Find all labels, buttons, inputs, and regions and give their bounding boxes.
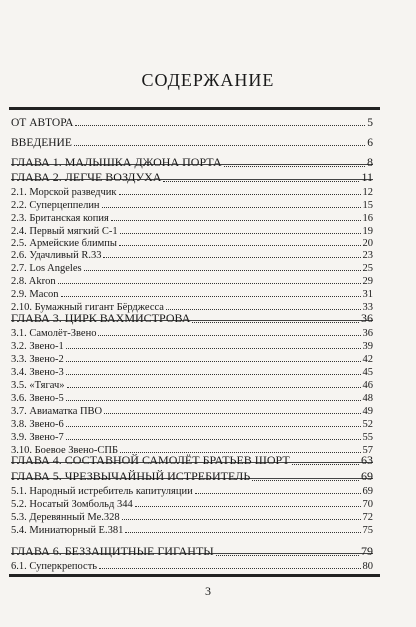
toc-entry-page: 12 — [362, 187, 373, 198]
toc-entry-label: 2.1. Морской разведчик — [11, 187, 117, 198]
toc-chapter-entry — [11, 470, 373, 484]
dot-leader — [224, 166, 365, 167]
top-rule — [9, 107, 380, 110]
toc-entry-page: 23 — [362, 250, 373, 261]
dot-leader — [67, 387, 361, 388]
toc-entry-page: 11 — [361, 170, 373, 184]
toc-entry-page: 19 — [362, 226, 373, 237]
toc-entry-page: 6 — [367, 137, 373, 149]
toc-section-entry — [11, 390, 373, 404]
toc-entry-page: 55 — [362, 432, 373, 443]
toc-entry-page: 80 — [362, 561, 373, 572]
toc-entry-label: 2.2. Суперцеппелин — [11, 200, 100, 211]
toc-entry-label: 3.3. Звено-2 — [11, 354, 64, 365]
dot-leader — [66, 374, 361, 375]
dot-leader — [119, 245, 361, 246]
toc-entry-label: 5.4. Миниатюрный Е.381 — [11, 525, 124, 536]
toc-entry-label: ГЛАВА 4. СОСТАВНОЙ САМОЛЁТ БРАТЬЕВ ШОРТ — [11, 453, 290, 467]
dot-leader — [66, 426, 361, 427]
toc-entry-label: 2.6. Удачливый R.33 — [11, 250, 102, 261]
toc-entry-page: 75 — [362, 525, 373, 536]
toc-entry-label: ГЛАВА 1. МАЛЫШКА ДЖОНА ПОРТА — [11, 155, 222, 169]
dot-leader — [102, 207, 361, 208]
dot-leader — [66, 348, 361, 349]
toc-entry-page: 39 — [362, 341, 373, 352]
toc-entry-label: 6.1. Суперкрепость — [11, 561, 98, 572]
toc-entry-label: 2.8. Akron — [11, 276, 56, 287]
toc-entry-label: 3.5. «Тягач» — [11, 380, 65, 391]
toc-entry-page: 20 — [362, 238, 373, 249]
toc-section-entry — [11, 184, 373, 198]
toc-entry-page: 57 — [362, 445, 373, 456]
dot-leader — [99, 568, 360, 569]
toc-entry-page: 69 — [362, 486, 373, 497]
toc-entry-page: 48 — [362, 393, 373, 404]
toc-entry-page: 8 — [367, 155, 373, 169]
dot-leader — [252, 480, 359, 481]
toc-entry-page: 70 — [362, 499, 373, 510]
toc-section-entry — [11, 496, 373, 510]
dot-leader — [84, 270, 361, 271]
dot-leader — [125, 532, 360, 533]
dot-leader — [66, 361, 361, 362]
dot-leader — [111, 220, 361, 221]
toc-section-entry — [11, 338, 373, 352]
toc-entry-label: 3.1. Самолёт-Звено — [11, 328, 97, 339]
toc-entry-label: 3.4. Звено-3 — [11, 367, 64, 378]
toc-chapter-entry — [11, 312, 373, 326]
toc-entry-page: 5 — [367, 117, 373, 129]
dot-leader — [195, 493, 361, 494]
toc-entry-page: 46 — [362, 380, 373, 391]
toc-entry-page: 16 — [362, 213, 373, 224]
toc-entry-label: ОТ АВТОРА — [11, 117, 74, 129]
dot-leader — [192, 322, 359, 323]
toc-entry-label: ВВЕДЕНИЕ — [11, 137, 72, 149]
dot-leader — [122, 519, 361, 520]
toc-section-entry — [11, 558, 373, 572]
page-title: СОДЕРЖАНИЕ — [141, 70, 275, 90]
toc-entry-page: 69 — [361, 469, 373, 483]
dot-leader — [135, 506, 361, 507]
toc-section-entry — [11, 286, 373, 300]
dot-leader — [75, 125, 365, 126]
dot-leader — [66, 400, 361, 401]
toc-section-entry — [11, 364, 373, 378]
toc-section-entry — [11, 483, 373, 497]
toc-entry-page: 29 — [362, 276, 373, 287]
toc-entry-label: 2.9. Macon — [11, 289, 59, 300]
toc-entry-page: 36 — [361, 311, 373, 325]
dot-leader — [120, 233, 361, 234]
toc-entry-page: 31 — [362, 289, 373, 300]
toc-section-entry — [11, 351, 373, 365]
dot-leader — [98, 335, 360, 336]
toc-entry-page: 79 — [361, 544, 373, 558]
bottom-rule — [9, 574, 380, 577]
toc-chapter-entry — [11, 545, 373, 559]
dot-leader — [74, 145, 365, 146]
toc-entry-label: 2.10. Бумажный гигант Бёрджесса — [11, 302, 164, 313]
toc-entry-label: 2.5. Армейские блимпы — [11, 238, 117, 249]
toc-section-entry — [11, 377, 373, 391]
toc-section-entry — [11, 509, 373, 523]
toc-entry-label: 3.9. Звено-7 — [11, 432, 64, 443]
toc-section-entry — [11, 260, 373, 274]
toc-entry-page: 25 — [362, 263, 373, 274]
toc-chapter-entry — [11, 156, 373, 170]
toc-entry-page: 52 — [362, 419, 373, 430]
toc-entry-page: 42 — [362, 354, 373, 365]
page-number: 3 — [205, 584, 211, 598]
toc-section-entry — [11, 210, 373, 224]
toc-entry-label: ГЛАВА 3. ЦИРК ВАХМИСТРОВА — [11, 311, 191, 325]
dot-leader — [166, 309, 361, 310]
toc-entry-page: 45 — [362, 367, 373, 378]
toc-section-entry — [11, 325, 373, 339]
toc-chapter-entry — [11, 135, 373, 149]
dot-leader — [216, 555, 359, 556]
toc-entry-label: 2.7. Los Angeles — [11, 263, 82, 274]
toc-entry-label: 5.3. Деревянный Ме.328 — [11, 512, 120, 523]
toc-entry-label: 3.10. Боевое Звено-СПБ — [11, 445, 119, 456]
dot-leader — [66, 439, 361, 440]
toc-entry-label: 2.4. Первый мягкий С-1 — [11, 226, 118, 237]
toc-section-entry — [11, 429, 373, 443]
toc-chapter-entry — [11, 171, 373, 185]
dot-leader — [292, 464, 359, 465]
toc-entry-page: 15 — [362, 200, 373, 211]
dot-leader — [103, 257, 360, 258]
toc-chapter-entry — [11, 454, 373, 468]
toc-entry-label: ГЛАВА 6. БЕЗЗАЩИТНЫЕ ГИГАНТЫ — [11, 544, 214, 558]
toc-entry-page: 36 — [362, 328, 373, 339]
toc-entry-label: ГЛАВА 2. ЛЕГЧЕ ВОЗДУХА — [11, 170, 162, 184]
dot-leader — [58, 283, 361, 284]
dot-leader — [119, 194, 361, 195]
dot-leader — [104, 413, 360, 414]
toc-entry-label: 5.1. Народный истребитель капитуляции — [11, 486, 193, 497]
toc-entry-label: 2.3. Британская копия — [11, 213, 109, 224]
toc-entry-label: 3.7. Авиаматка ПВО — [11, 406, 103, 417]
toc-entry-label: ГЛАВА 5. ЧРЕЗВЫЧАЙНЫЙ ИСТРЕБИТЕЛЬ — [11, 469, 251, 483]
toc-entry-label: 3.6. Звено-5 — [11, 393, 64, 404]
toc-entry-page: 33 — [362, 302, 373, 313]
toc-chapter-entry — [11, 115, 373, 129]
toc-entry-page: 72 — [362, 512, 373, 523]
toc-section-entry — [11, 247, 373, 261]
toc-entry-page: 49 — [362, 406, 373, 417]
dot-leader — [163, 181, 359, 182]
toc-entry-page: 63 — [361, 453, 373, 467]
toc-section-entry — [11, 416, 373, 430]
toc-entry-label: 3.2. Звено-1 — [11, 341, 64, 352]
toc-section-entry — [11, 522, 373, 536]
toc-section-entry — [11, 273, 373, 287]
toc-section-entry — [11, 197, 373, 211]
toc-entry-label: 5.2. Носатый Зомбольд 344 — [11, 499, 133, 510]
toc-entry-label: 3.8. Звено-6 — [11, 419, 64, 430]
toc-section-entry — [11, 403, 373, 417]
dot-leader — [61, 296, 361, 297]
